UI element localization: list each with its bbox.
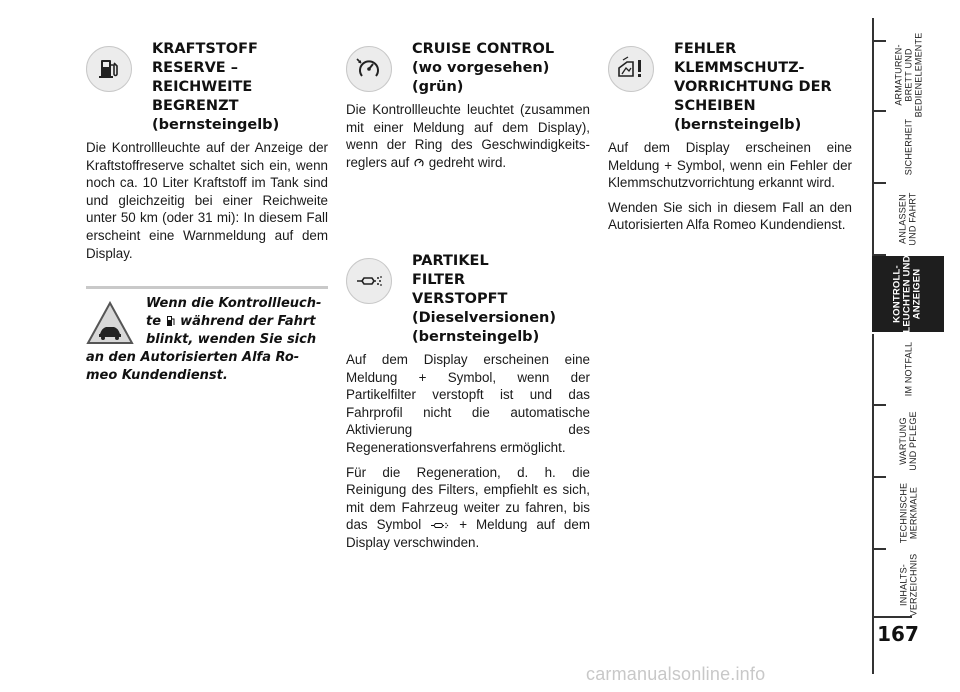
tab-kontrollleuchten[interactable]: KONTROLL- LEUCHTEN UND ANZEIGEN (872, 256, 944, 332)
warning-line: meo Kundendienst. (86, 368, 228, 384)
tab-sicherheit[interactable]: SICHERHEIT (902, 118, 913, 176)
particle-filter-title: PARTIKEL FILTER VERSTOPFT (Dieselversionen) (bernsteingelb) (412, 253, 557, 345)
tab-anlassen[interactable]: ANLASSEN UND FAHRT (897, 192, 918, 246)
watermark: carmanualsonline.info (586, 664, 766, 684)
warning-box (86, 295, 328, 385)
tab-inhaltsverzeichnis[interactable]: INHALTS- VERZEICHNIS (898, 553, 918, 617)
separator (86, 286, 328, 289)
page-number: 167 (877, 622, 919, 646)
cruise-control-inline-icon (413, 157, 425, 169)
fuel-reserve-body: Die Kontrollleuchte auf der Anzeige der Kraftstoffreserve schaltet sich ein, wenn noch ca. 10 Liter Kraftstoff im Tank sind und gleichzeitig bei einer Reichweite unter 50 km (oder 31 mi): In diesem Fall erscheint eine Warnmeldung auf dem Display. (86, 140, 328, 261)
anti-pinch-title: FEHLER KLEMMSCHUTZ- VORRICHTUNG DER SCHEIBEN (bernsteingelb) (674, 41, 832, 133)
tab-armaturenbrett[interactable]: ARMATUREN- BRETT UND BEDIENELEMENTE (893, 32, 924, 118)
particle-filter-inline-icon (430, 520, 450, 531)
particle-filter-body: Auf dem Display erscheinen eine Meldung + Symbol, wenn der Partikelfilter verstopft ist und das Fahrprofil nicht die automatische Aktivierung des Regenerationsverfahrens ermöglicht. Für die Regeneration, d. h. die Reinigung des Filters, empfiehlt es sich, mit dem Fahrzeug weiter zu fahren, bis das Symbol + Meldung auf dem Display verschwinden. (346, 352, 590, 550)
fuel-pump-icon (86, 46, 132, 92)
particle-filter-icon (346, 258, 392, 304)
warning-line: Wenn die Kontrollleuch- (146, 296, 322, 312)
anti-pinch-fault-icon (608, 46, 654, 92)
warning-line: blinkt, wenden Sie sich (146, 332, 317, 348)
cruise-control-title: CRUISE CONTROL (wo vorgesehen) (grün) (412, 41, 555, 95)
cruise-control-body: Die Kontrollleuchte leuchtet (zusammen mit einer Meldung auf dem Display), wenn der Ring des Geschwindigkeits-reglers auf gedreht wird. (346, 102, 590, 170)
anti-pinch-body: Auf dem Display erscheinen eine Meldung + Symbol, wenn ein Fehler der Klemmschutzvorrichtung erkannt wird. Wenden Sie sich in diesem Fall an den Autorisierten Alfa Romeo Kundendienst. (608, 140, 852, 233)
fuel-reserve-section (86, 40, 328, 385)
particle-filter-section (346, 252, 590, 559)
chapter-tab-bar (872, 0, 960, 692)
cruise-control-section (346, 40, 590, 178)
warning-triangle-car-icon (86, 301, 134, 345)
tab-technische-merkmale[interactable]: TECHNISCHE MERKMALE (897, 482, 918, 544)
fuel-reserve-title: KRAFTSTOFF RESERVE – REICHWEITE BEGRENZT (bernsteingelb) (152, 41, 280, 133)
cruise-control-icon (346, 46, 392, 92)
warning-line: te während der Fahrt (146, 314, 316, 330)
warning-line: an den Autorisierten Alfa Ro- (86, 350, 300, 366)
tab-wartung[interactable]: WARTUNG UND PFLEGE (897, 411, 918, 471)
anti-pinch-section (608, 40, 852, 241)
fuel-pump-inline-icon (166, 315, 176, 327)
tab-im-notfall[interactable]: IM NOTFALL (902, 341, 913, 397)
